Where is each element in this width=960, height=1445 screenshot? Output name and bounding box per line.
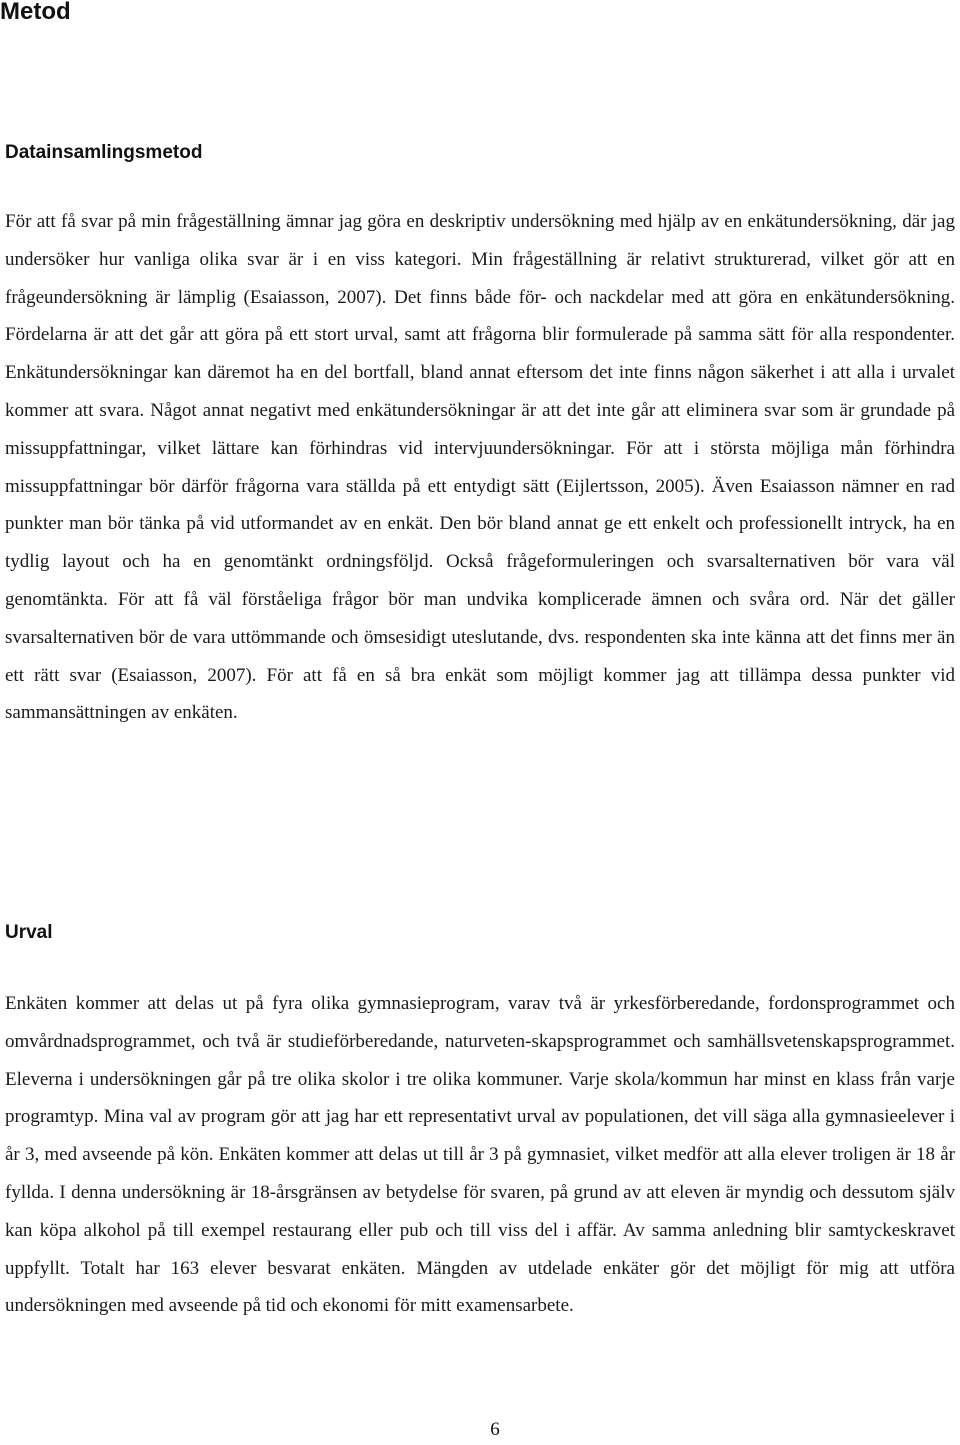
section-body-urval: Enkäten kommer att delas ut på fyra olika gymnasieprogram, varav två är yrkesförberedande, fordonsprogrammet och omvårdnadsprogrammet, och två är studieförberedande, naturveten-skapsprogrammet och samhällsvetenskapsprogrammet. Eleverna i undersökningen går på tre olika skolor i tre olika kommuner. Varje skola/kommun har minst en klass från varje programtyp. Mina val av program gör att jag har ett representativt urval av populationen, det vill säga alla gymnasieelever i år 3, med avseende på kön. Enkäten kommer att delas ut till år 3 på gymnasiet, vilket medför att alla elever troligen är 18 år fyllda. I denna undersökning är 18-årsgränsen av betydelse för svaren, på grund av att eleven är myndig och dessutom själv kan köpa alkohol på till exempel restaurang eller pub och till viss del i affär. Av samma anledning blir samtyckeskravet uppfyllt. Totalt har 163 elever besvarat enkäten. Mängden av utdelade enkäter gör det möjligt för mig att utföra undersökningen med avseende på tid och ekonomi för mitt examensarbete. [5, 993, 955, 1317]
section-heading-urval: Urval [5, 922, 53, 943]
page-title: Metod [0, 0, 71, 25]
section-heading-datainsamlingsmetod: Datainsamlingsmetod [5, 142, 203, 163]
section-body-datainsamlingsmetod: För att få svar på min frågeställning ämnar jag göra en deskriptiv undersökning med hjälp av en enkätundersökning, där jag undersöker hur vanliga olika svar är i en viss kategori. Min frågeställning är relativt strukturerad, vilket gör att en frågeundersökning är lämplig (Esaiasson, 2007). Det finns både för- och nackdelar med att göra en enkätundersökning. Fördelarna är att det går att göra på ett stort urval, samt att frågorna blir formulerade på samma sätt för alla respondenter. Enkätundersökningar kan däremot ha en del bortfall, bland annat eftersom det inte finns någon säkerhet i att alla i urvalet kommer att svara. Något annat negativt med enkätundersökningar är att det inte går att eliminera svar som är grundade på missuppfattningar, vilket lättare kan förhindras vid intervjuundersökningar. För att i största möjliga mån förhindra missuppfattningar bör därför frågorna vara ställda på ett entydigt sätt (Eijlertsson, 2005). Även Esaiasson nämner en rad punkter man bör tänka på vid utformandet av en enkät. Den bör bland annat ge ett enkelt och professionellt intryck, ha en tydlig layout och ha en genomtänkt ordningsföljd. Också frågeformuleringen och svarsalternativen bör vara väl genomtänkta. För att få väl förståeliga frågor bör man undvika komplicerade ämnen och svåra ord. När det gäller svarsalternativen bör de vara uttömmande och ömsesidigt uteslutande, dvs. respondenten ska inte känna att det finns mer än ett rätt svar (Esaiasson, 2007). För att få en så bra enkät som möjligt kommer jag att tillämpa dessa punkter vid sammansättningen av enkäten. [5, 211, 955, 724]
page-number: 6 [490, 1419, 500, 1440]
